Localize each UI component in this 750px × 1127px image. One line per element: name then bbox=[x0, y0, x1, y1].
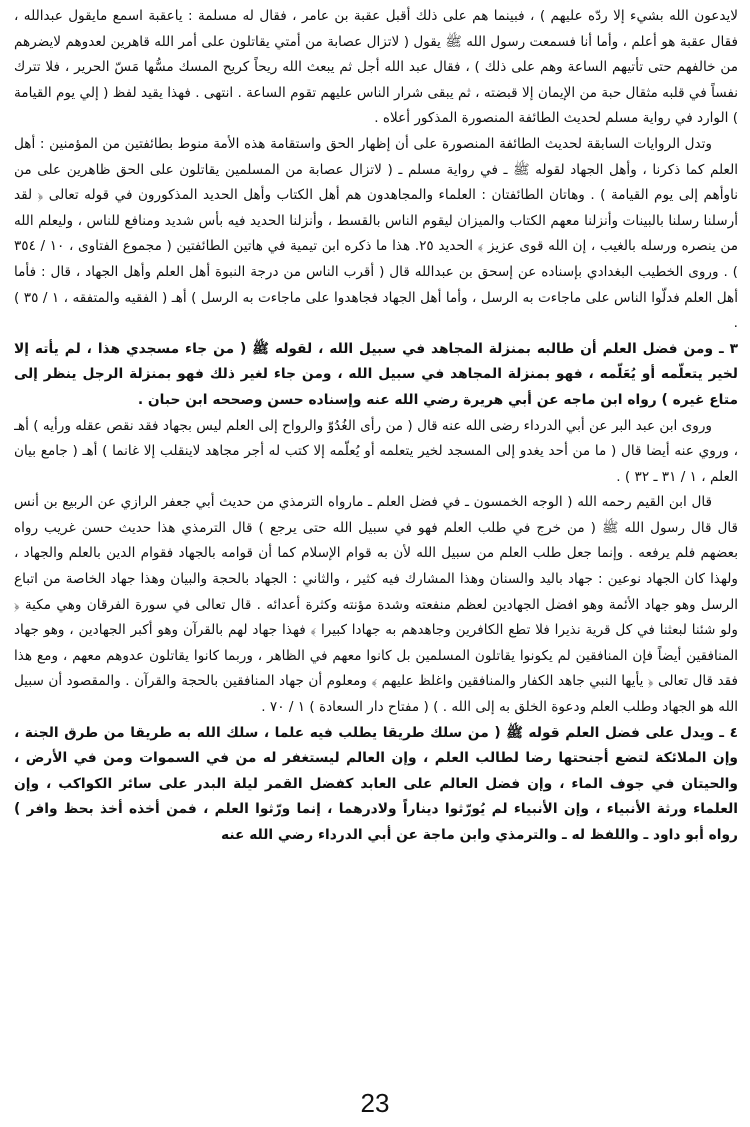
paragraph-2: وتدل الروايات السابقة لحديث الطائفة المنصورة على أن إظهار الحق واستقامة هذه الأمة منوط بطائفتين من المؤمنين : أهل العلم كما ذكرنا ، وأهل الجهاد لقوله ﷺ ـ في رواية مسلم ـ ( لاتزال عصابة من المسلمين يقاتلون على الحق ظاهرين على من ناوأهم إلى يوم القيامة ) . وهاتان الطائفتان : العلماء والمجاهدون هم أهل الكتاب وأهل الحديد المذكورون في قوله تعالى ﴿ لقد أرسلنا رسلنا بالبينات وأنزلنا معهم الكتاب والميزان ليقوم الناس بالقسط ، وأنزلنا الحديد فيه بأس شديد ومنافع للناس ، وليعلم الله من ينصره ورسله بالغيب ، إن الله قوى عزيز ﴾ الحديد ٢٥. هذا ما ذكره ابن تيمية في هاتين الطائفتين ( مجموع الفتاوى ، ١٠ / ٣٥٤ ) . وروى الخطيب البغدادي بإسناده عن إسحق بن عبدالله قال ( أقرب الناس من درجة النبوة أهل العلم وأهل الجهاد ، قال : فأما أهل العلم فدلّوا الناس على ماجاءت به الرسل ، وأما أهل الجهاد فجاهدوا على ماجاءت به الرسل ) أهـ ( الفقيه والمتفقه ، ١ / ٣٥ ) . bbox=[14, 135, 738, 332]
paragraph-5: قال ابن القيم رحمه الله ( الوجه الخمسون ـ في فضل العلم ـ مارواه الترمذي من حديث أبي جعفر الرازي عن الربيع بن أنس قال قال رسول الله ﷺ ( من خرج في طلب العلم فهو في سبيل الله حتى يرجع ) قال الترمذي هذا حديث حسن غريب رواه بعضهم فلم يرفعه . وإنما جعل طلب العلم من سبيل الله لأن به قوام الإسلام كما أن قوامه بالجهاد فقوام الدين بالعلم والجهاد ، ولهذا كان الجهاد نوعين : جهاد باليد والسنان وهذا المشارك فيه كثير ، والثاني : الجهاد بالحجة والبيان وهذا جهاد الخاصة من اتباع الرسل وهو جهاد الأئمة وهو افضل الجهادين لعظم منفعته وشدة مؤنته وكثرة أعدائه . قال تعالى في سورة الفرقان وهي مكية ﴿ ولو شئنا لبعثنا في كل قرية نذيرا فلا تطع الكافرين وجاهدهم به جهادا كبيرا ﴾ فهذا جهاد لهم بالقرآن وهو أكبر الجهادين ، وهو جهاد المنافقين أيضاً فإن المنافقين لم يكونوا يقاتلون المسلمين بل كانوا معهم في الظاهر ، وربما كانوا يقاتلون عدوهم معهم ، ومع هذا فقد قال تعالى ﴿ يأيها النبي جاهد الكفار والمنافقين واغلظ عليهم ﴾ ومعلوم أن جهاد المنافقين بالحجة والقرآن . والمقصود أن سبيل الله هو الجهاد وطلب العلم ودعوة الخلق به إلى الله . ) ( مفتاح دار السعادة ) ١ / ٧٠ . bbox=[14, 494, 738, 716]
document-page bbox=[14, 4, 738, 1064]
paragraph-4: وروى ابن عبد البر عن أبي الدرداء رضى الله عنه قال ( من رأى الغُدُوّ والرواح إلى العلم ليس بجهاد فقد نقص عقله ورأيه ) أهـ ، وروي عنه أيضا قال ( ما من أحد يغدو إلى المسجد لخير يتعلمه أو يُعلّمه إلا كتب له أجر مجاهد لاينقلب إلا غانما ) أهـ ( جامع بيان العلم ، ١ / ٣١ ـ ٣٢ ) . bbox=[14, 417, 738, 485]
paragraph-6: ٤ ـ ويدل على فضل العلم قوله ﷺ ( من سلك طريقا يطلب فيه علما ، سلك الله به طريقا من طرق الجنة ، وإن الملائكة لتضع أجنحتها رضا لطالب العلم ، وإن العالم ليستغفر له من في السموات ومن في الأرض ، والحيتان في جوف الماء ، وإن فضل العالم على العابد كفضل القمر ليلة البدر على سائر الكواكب ، وإن العلماء ورثة الأنبياء ، وإن الأنبياء لم يُورّثوا ديناراً ولادرهما ، إنما ورّثوا العلم ، فمن أخذه أخذ بحظ وافر ) رواه أبو داود ـ واللفظ له ـ والترمذي وابن ماجة عن أبي الدرداء رضي الله عنه bbox=[14, 724, 738, 843]
paragraph-3: ٣ ـ ومن فضل العلم أن طالبه بمنزلة المجاهد في سبيل الله ، لقوله ﷺ ( من جاء مسجدي هذا ، لم يأته إلا لخير يتعلّمه أو يُعَلّمه ، فهو بمنزلة المجاهد في سبيل الله ، ومن جاء لغير ذلك فهو بمنزلة الرجل ينظر إلى متاع غيره ) رواه ابن ماجه عن أبي هريرة رضي الله عنه وإسناده حسن وصححه ابن حبان . bbox=[14, 340, 738, 408]
paragraph-1: لايدعون الله بشيء إلا ردّه عليهم ) ، فبينما هم على ذلك أقبل عقبة بن عامر ، فقال له مسلمة : ياعقبة اسمع مايقول عبدالله ، فقال عقبة هو أعلم ، وأما أنا فسمعت رسول الله ﷺ يقول ( لاتزال عصابة من أمتي يقاتلون على أمر الله قاهرين لعدوهم لايضرهم من خالفهم حتى تأتيهم الساعة وهم على ذلك ) ، فقال عبد الله أجل ثم يبعث الله ريحاً كريح المسك مسُّها مَسّ الحرير ، فلا تترك نفساً في قلبه مثقال حبة من الإيمان إلا قبضته ، ثم يبقى شرار الناس عليهم تقوم الساعة . انتهى . فهذا يقيد لفظ ( إلي يوم القيامة ) الوارد في رواية مسلم لحديث الطائفة المنصورة المذكور أعلاه . bbox=[14, 8, 738, 127]
page-number: 23 bbox=[360, 1088, 390, 1118]
